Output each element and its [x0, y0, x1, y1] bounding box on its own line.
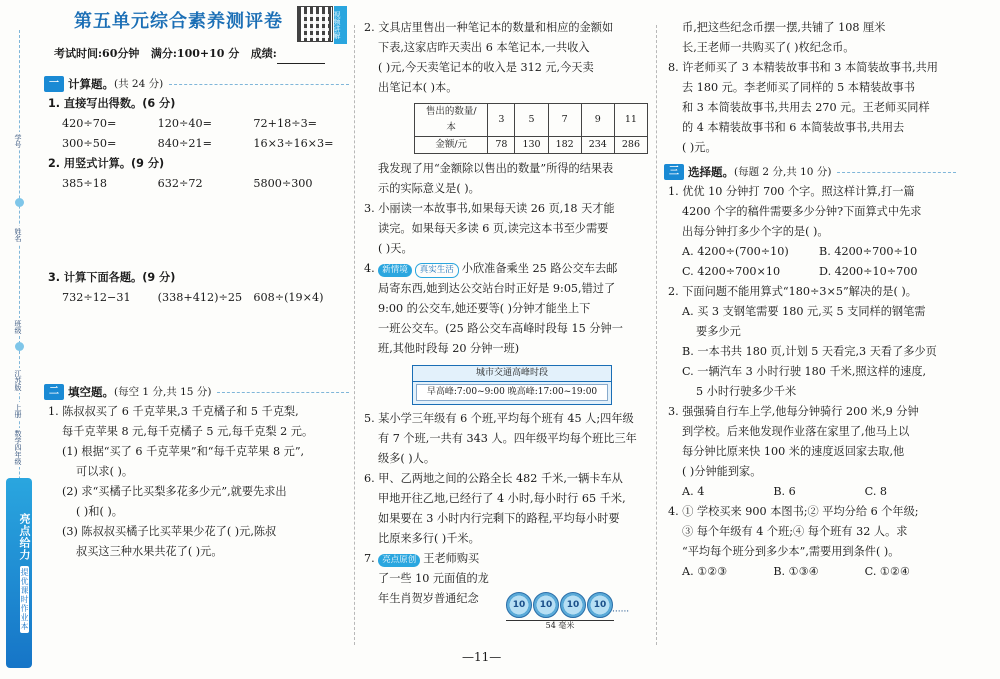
question-text: 的 4 本精装故事书和 6 本简装故事书,共用去	[682, 121, 905, 134]
length-ruler: 54 毫米	[506, 620, 614, 631]
question-text: 币,把这些纪念币摆一摆,共铺了 108 厘米	[682, 21, 886, 34]
sub-question: (2) 求“买橘子比买梨多花多少元”,就要先求出	[62, 485, 287, 498]
table-row	[415, 137, 648, 154]
question-text: 下表,这家店昨天卖出 6 本笔记本,一共收入	[378, 41, 590, 54]
option-c[interactable]: C. 8	[864, 485, 888, 498]
section-calculation-header	[44, 74, 349, 94]
coin-illustration	[506, 588, 630, 630]
option-a[interactable]: A. 4	[682, 485, 705, 498]
question-text: 5. 某小学三年级有 6 个班,平均每个班有 45 人;四年级	[364, 412, 634, 425]
vertical-calc-row	[48, 174, 349, 194]
option-a[interactable]: A. 4200÷(700÷10)	[682, 245, 789, 258]
question-2-1	[48, 402, 349, 562]
question-2-5	[364, 409, 648, 469]
binding-dot	[15, 198, 24, 207]
volume-label: 上册	[14, 404, 22, 418]
header	[44, 0, 349, 42]
options-row	[668, 562, 956, 582]
question-text: 7. 亮点原创 王老师购买	[364, 552, 480, 565]
section-note: (每题 2 分,共 10 分)	[734, 166, 832, 178]
grade-label: 数学四年级	[14, 430, 22, 465]
calc-item: 420÷70=	[62, 117, 117, 130]
question-text: 出笔记本( )本。	[378, 81, 458, 94]
question-text: ( )元,今天卖笔记本的收入是 312 元,今天卖	[378, 61, 594, 74]
question-3-3	[668, 402, 956, 502]
question-2-8	[668, 58, 956, 158]
option-c-cont: 5 小时行驶多少千米	[696, 385, 797, 398]
table-cell: 78	[488, 137, 515, 154]
score-label: 成绩:	[250, 47, 277, 60]
table-cell: 11	[614, 104, 647, 137]
question-text: 小欣准备乘坐 25 路公交车去邮	[461, 262, 618, 275]
calc-item: 300÷50=	[62, 137, 117, 150]
table-row-header: 金额/元	[415, 137, 488, 154]
calc-item: 16×3÷16×3=	[253, 137, 334, 150]
question-text: 如果要在 3 小时内行完剩下的路程,平均每小时要	[378, 512, 620, 525]
question-3-2	[668, 282, 956, 402]
question-text: 长,王老师一共购买了( )枚纪念币。	[682, 41, 855, 54]
table-row	[415, 104, 648, 137]
options-row	[668, 262, 956, 282]
question-text: 局寄东西,她到达公交站台时正好是 9:05,错过了	[378, 282, 616, 295]
question-1-3	[48, 268, 349, 372]
question-text: 1. 优优 10 分钟打 700 个字。照这样计算,打一篇	[668, 185, 915, 198]
question-text: 我发现了用“金额除以售出的数量”所得的结果表	[378, 162, 614, 175]
question-text: 3. 强强骑自行车上学,他每分钟骑行 200 米,9 分钟	[668, 405, 919, 418]
question-1-1	[48, 94, 349, 154]
section-fill-blank-header	[44, 382, 349, 402]
section-title: 计算题。	[68, 77, 114, 91]
section-title: 选择题。	[688, 165, 734, 179]
question-label: 3. 计算下面各题。(9 分)	[48, 271, 176, 284]
video-explain-tag: 视频讲解	[334, 6, 347, 44]
table-cell: 182	[548, 137, 581, 154]
peak-hours-text: 早高峰:7:00~9:00 晚高峰:17:00~19:00	[416, 384, 608, 401]
calc-item: (338+412)÷25	[157, 291, 243, 304]
option-b[interactable]: B. ①③④	[773, 565, 819, 578]
exam-time: 考试时间:60分钟	[54, 47, 140, 60]
question-text: 和 3 本简装故事书,共用去 270 元。王老师买同样	[682, 101, 930, 114]
question-1-2	[48, 154, 349, 268]
sub-question: (1) 根据“买了 6 千克苹果”和“每千克苹果 8 元”,	[62, 445, 305, 458]
full-score: 满分:100+10 分	[150, 47, 240, 60]
sub-question: ( )和( )。	[76, 505, 123, 518]
question-2-7-continued	[668, 18, 956, 58]
column-divider	[656, 25, 657, 645]
question-text: “平均每个班分到多少本”,需要用到条件( )。	[682, 545, 900, 558]
section-divider	[837, 172, 956, 173]
binding-strip	[0, 0, 40, 679]
coin-icon: 10	[533, 592, 559, 618]
question-text: 有 7 个班,一共有 343 人。四年级平均每个班比三年	[378, 432, 637, 445]
question-text: ( )元。	[682, 141, 717, 154]
question-text: 班,其他时段每 20 分钟一班)	[378, 342, 520, 355]
section-badge: 一	[44, 76, 64, 92]
question-2-6	[364, 469, 648, 549]
question-text: 了一些 10 元面值的龙	[378, 572, 489, 585]
brand-name: 亮点给力	[18, 513, 31, 562]
question-text: 4200 个字的稿件需要多少分钟?下面算式中先求	[682, 205, 922, 218]
table-row-header: 售出的数量/本	[415, 104, 488, 137]
section-choice-header	[664, 162, 956, 182]
question-2-3	[364, 199, 648, 259]
question-text: 到学校。后来他发现作业落在家里了,他马上以	[682, 425, 910, 438]
question-text: 每分钟比原来快 100 米的速度返回家去取,他	[682, 445, 905, 458]
table-cell: 130	[515, 137, 548, 154]
question-text: 出每分钟打多少个字的是( )。	[682, 225, 829, 238]
column-middle	[360, 0, 648, 679]
page-number: —11—	[462, 650, 502, 664]
question-text: 6. 甲、乙两地之间的公路全长 482 千米,一辆卡车从	[364, 472, 623, 485]
binding-dot	[15, 342, 24, 351]
coin-icon: 10	[560, 592, 586, 618]
calc-item: 72+18÷3=	[253, 117, 318, 130]
page-title: 第五单元综合素养测评卷	[74, 11, 283, 32]
brand-subtitle: 提优课时作业本	[20, 567, 29, 631]
section-note: (每空 1 分,共 15 分)	[114, 386, 212, 398]
calc-item: 608÷(19×4)	[253, 291, 324, 304]
question-text: 级多( )人。	[378, 452, 436, 465]
peak-hours-title: 城市交通高峰时段	[413, 366, 611, 382]
work-space[interactable]	[48, 194, 349, 268]
option-c[interactable]: C. 4200÷700×10	[682, 265, 781, 278]
work-space[interactable]	[48, 308, 349, 372]
question-text: 2. 下面问题不能用算式“180÷3×5”解决的是( )。	[668, 285, 917, 298]
option-c[interactable]: C. ①②④	[864, 565, 911, 578]
question-text: 一班公交车。(25 路公交车高峰时段每 15 分钟一	[378, 322, 623, 335]
real-life-tag: 真实生活	[415, 263, 459, 278]
option-a[interactable]: A. ①②③	[682, 565, 728, 578]
section-title: 填空题。	[68, 385, 114, 399]
oral-calc-row	[48, 134, 349, 154]
column-left	[44, 0, 349, 679]
question-text: 王老师购买	[423, 552, 480, 565]
question-text: 甲地开往乙地,已经行了 4 小时,每小时行 65 千米,	[378, 492, 626, 505]
option-b[interactable]: B. 一本书共 180 页,计划 5 天看完,3 天看了多少页	[682, 345, 937, 358]
oral-calc-row	[48, 114, 349, 134]
section-note: (共 24 分)	[114, 78, 164, 90]
question-text: ( )分钟能到家。	[682, 465, 762, 478]
calc-item: 120÷40=	[157, 117, 213, 130]
question-3-4	[668, 502, 956, 582]
calc-item: 385÷18	[62, 177, 107, 190]
option-b[interactable]: B. 4200÷700÷10	[819, 245, 918, 258]
question-text: 比原来多行( )千米。	[378, 532, 480, 545]
question-2-4	[364, 259, 648, 405]
question-text: 9:00 的公交车,她还要等( )分钟才能坐上下	[378, 302, 591, 315]
student-number-label: 学号	[14, 134, 22, 148]
score-blank[interactable]	[277, 52, 325, 64]
coin-icon: 10	[587, 592, 613, 618]
option-c[interactable]: C. 一辆汽车 3 小时行驶 180 千米,照这样的速度,	[682, 365, 927, 378]
edition-label: 江苏版	[14, 370, 22, 391]
question-text: 1. 陈叔叔买了 6 千克苹果,3 千克橘子和 5 千克梨,	[48, 405, 299, 418]
question-text: ( )天。	[378, 242, 413, 255]
table-cell: 3	[488, 104, 515, 137]
sub-question: 叔买这三种水果共花了( )元。	[76, 545, 223, 558]
section-divider	[217, 392, 349, 393]
sales-table	[414, 103, 648, 154]
calc-item: 5800÷300	[253, 177, 313, 190]
question-text: 每千克苹果 8 元,每千克橘子 5 元,每千克梨 2 元。	[62, 425, 314, 438]
coin-icon: 10	[506, 592, 532, 618]
question-text: ③ 每个年级有 4 个班;④ 每个班有 32 人。求	[682, 525, 908, 538]
table-cell: 286	[614, 137, 647, 154]
question-label: 1. 直接写出得数。(6 分)	[48, 97, 176, 110]
question-text: 4. 新情境 真实生活 小欣准备乘坐 25 路公交车去邮	[364, 259, 648, 279]
question-2-2	[364, 18, 648, 199]
table-cell: 5	[515, 104, 548, 137]
new-context-tag: 新情境	[378, 264, 412, 277]
column-right	[664, 0, 956, 679]
brand-banner	[6, 478, 32, 668]
question-text: 3. 小丽读一本故事书,如果每天读 26 页,18 天才能	[364, 202, 615, 215]
option-a-cont: 要多少元	[696, 325, 741, 338]
exam-info	[44, 44, 349, 64]
calc-item: 632÷72	[157, 177, 203, 190]
sub-question: (3) 陈叔叔买橘子比买苹果少花了( )元,陈叔	[62, 525, 277, 538]
section-badge: 二	[44, 384, 64, 400]
class-label: 班级	[14, 320, 22, 334]
student-name-label: 姓名	[14, 228, 22, 242]
question-3-1	[668, 182, 956, 282]
ellipsis: ······	[612, 607, 630, 617]
section-divider	[169, 84, 349, 85]
column-divider	[354, 25, 355, 645]
table-cell: 234	[581, 137, 614, 154]
option-a[interactable]: A. 买 3 支钢笔需要 180 元,买 5 支同样的钢笔需	[682, 305, 926, 318]
calc-item: 732÷12−31	[62, 291, 131, 304]
sub-question: 可以求( )。	[76, 465, 134, 478]
original-tag: 亮点原创	[378, 554, 420, 567]
question-text: 去 180 元。李老师买了同样的 5 本精装故事书	[682, 81, 915, 94]
section-badge: 三	[664, 164, 684, 180]
question-text: 4. ① 学校买来 900 本图书;② 平均分给 6 个年级;	[668, 505, 919, 518]
table-cell: 9	[581, 104, 614, 137]
question-text: 示的实际意义是( )。	[378, 182, 480, 195]
question-text: 2. 文具店里售出一种笔记本的数量和相应的金额如	[364, 21, 614, 34]
question-label: 2. 用竖式计算。(9 分)	[48, 157, 165, 170]
question-text: 8. 许老师买了 3 本精装故事书和 3 本简装故事书,共用	[668, 61, 938, 74]
mixed-calc-row	[48, 288, 349, 308]
option-d[interactable]: D. 4200÷10÷700	[819, 265, 918, 278]
table-cell: 7	[548, 104, 581, 137]
options-row	[668, 482, 956, 502]
option-b[interactable]: B. 6	[773, 485, 796, 498]
options-row	[668, 242, 956, 262]
question-text: 读完。如果每天多读 6 页,读完这本书至少需要	[378, 222, 609, 235]
calc-item: 840÷21=	[157, 137, 213, 150]
peak-hours-box	[412, 365, 612, 405]
question-text: 年生肖贺岁普通纪念	[378, 592, 479, 605]
